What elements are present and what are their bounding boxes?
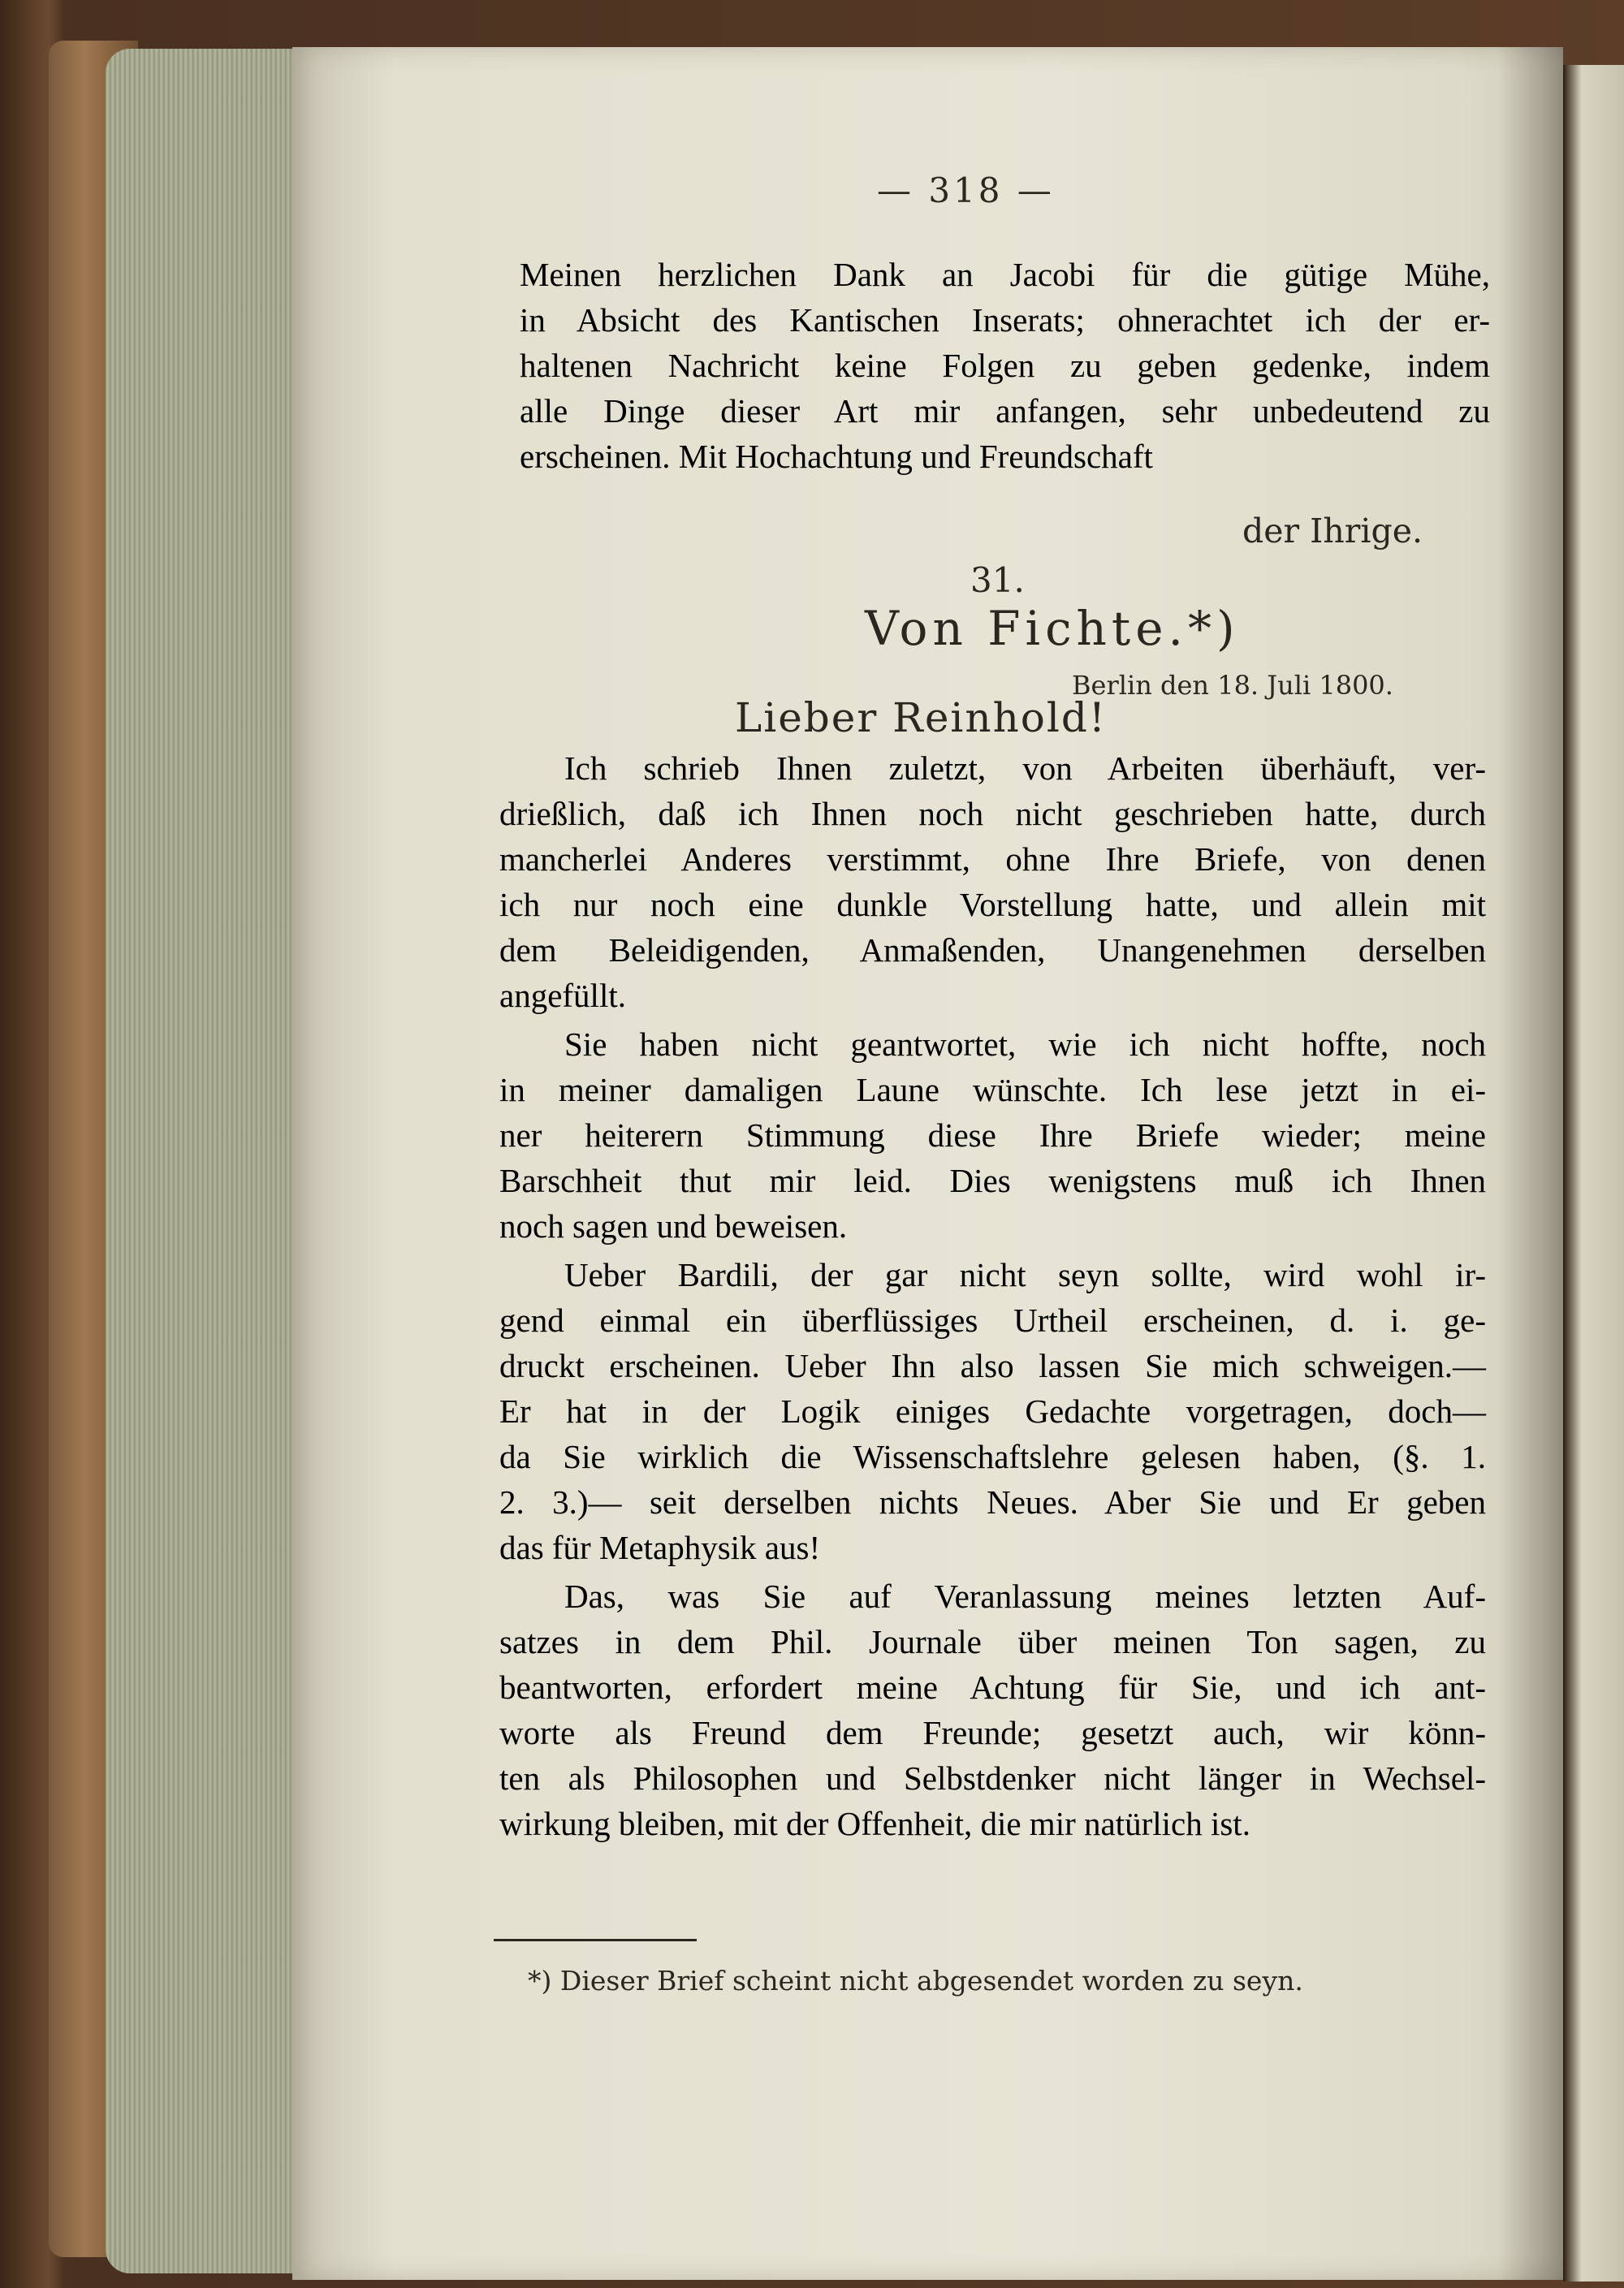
- page-gutter: [1498, 47, 1563, 2280]
- text-line: erscheinen. Mit Hochachtung und Freundschaft: [520, 438, 1153, 475]
- text-line: dem Beleidigenden, Anmaßenden, Unangenehmen derselben: [499, 931, 1486, 969]
- text-line: ten als Philosophen und Selbstdenker nicht länger in Wechsel-: [499, 1759, 1486, 1797]
- text-line: 2. 3.)— seit derselben nichts Neues. Aber Sie und Er geben: [499, 1483, 1486, 1521]
- opening-paragraph: [520, 252, 1490, 479]
- text-line: Ich schrieb Ihnen zuletzt, von Arbeiten überhäuft, ver-: [564, 749, 1486, 787]
- text-line: alle Dinge dieser Art mir anfangen, sehr unbedeutend zu: [520, 392, 1490, 430]
- text-line: Barschheit thut mir leid. Dies wenigstens muß ich Ihnen: [499, 1162, 1486, 1199]
- letter-title: Von Fichte.*): [865, 601, 1240, 656]
- text-line: ner heiterern Stimmung diese Ihre Briefe wieder; meine: [499, 1116, 1486, 1154]
- text-line: ich nur noch eine dunkle Vorstellung hatte, und allein mit: [499, 886, 1486, 923]
- facing-page-edge: [1563, 65, 1624, 2282]
- paragraph: [499, 1252, 1486, 1570]
- text-line: Meinen herzlichen Dank an Jacobi für die gütige Mühe,: [520, 256, 1490, 293]
- text-line: haltenen Nachricht keine Folgen zu geben gedenke, indem: [520, 347, 1490, 384]
- letter-body: [499, 745, 1486, 1850]
- text-line: in meiner damaligen Laune wünschte. Ich lese jetzt in ei-: [499, 1071, 1486, 1108]
- text-line: noch sagen und beweisen.: [499, 1207, 848, 1245]
- text-line: druckt erscheinen. Ueber Ihn also lassen Sie mich schweigen.—: [499, 1347, 1486, 1384]
- page-edges: [106, 49, 309, 2273]
- text-line: mancherlei Anderes verstimmt, ohne Ihre Briefe, von denen: [499, 840, 1486, 878]
- paragraph: [499, 745, 1486, 1018]
- text-line: da Sie wirklich die Wissenschaftslehre gelesen haben, (§. 1.: [499, 1438, 1486, 1475]
- text-line: beantworten, erfordert meine Achtung für Sie, und ich ant-: [499, 1669, 1486, 1706]
- text-line: Er hat in der Logik einiges Gedachte vorgetragen, doch—: [499, 1392, 1486, 1430]
- dateline: Berlin den 18. Juli 1800.: [1072, 670, 1393, 701]
- paragraph: [499, 1021, 1486, 1249]
- text-line: drießlich, daß ich Ihnen noch nicht geschrieben hatte, durch: [499, 795, 1486, 832]
- text-line: satzes in dem Phil. Journale über meinen Ton sagen, zu: [499, 1623, 1486, 1660]
- text-line: in Absicht des Kantischen Inserats; ohnerachtet ich der er-: [520, 301, 1490, 339]
- text-line: angefüllt.: [499, 977, 626, 1014]
- page-number: — 318 —: [877, 171, 1055, 210]
- text-line: gend einmal ein überflüssiges Urtheil erscheinen, d. i. ge-: [499, 1302, 1486, 1339]
- footnote-rule: [494, 1939, 697, 1941]
- text-line: wirkung bleiben, mit der Offenheit, die mir natürlich ist.: [499, 1805, 1250, 1842]
- signature: der Ihrige.: [1242, 512, 1423, 550]
- letter-number: 31.: [970, 560, 1025, 600]
- paragraph: [499, 1574, 1486, 1846]
- footnote: *) Dieser Brief scheint nicht abgesendet worden zu seyn.: [528, 1965, 1303, 1997]
- text-line: worte als Freund dem Freunde; gesetzt auch, wir könn-: [499, 1714, 1486, 1751]
- text-line: Sie haben nicht geantwortet, wie ich nicht hoffte, noch: [564, 1025, 1486, 1063]
- text-line: Ueber Bardili, der gar nicht seyn sollte, wird wohl ir-: [564, 1256, 1486, 1293]
- salutation: Lieber Reinhold!: [735, 694, 1108, 741]
- text-line: Das, was Sie auf Veranlassung meines letzten Auf-: [564, 1578, 1486, 1615]
- text-line: das für Metaphysik aus!: [499, 1529, 821, 1566]
